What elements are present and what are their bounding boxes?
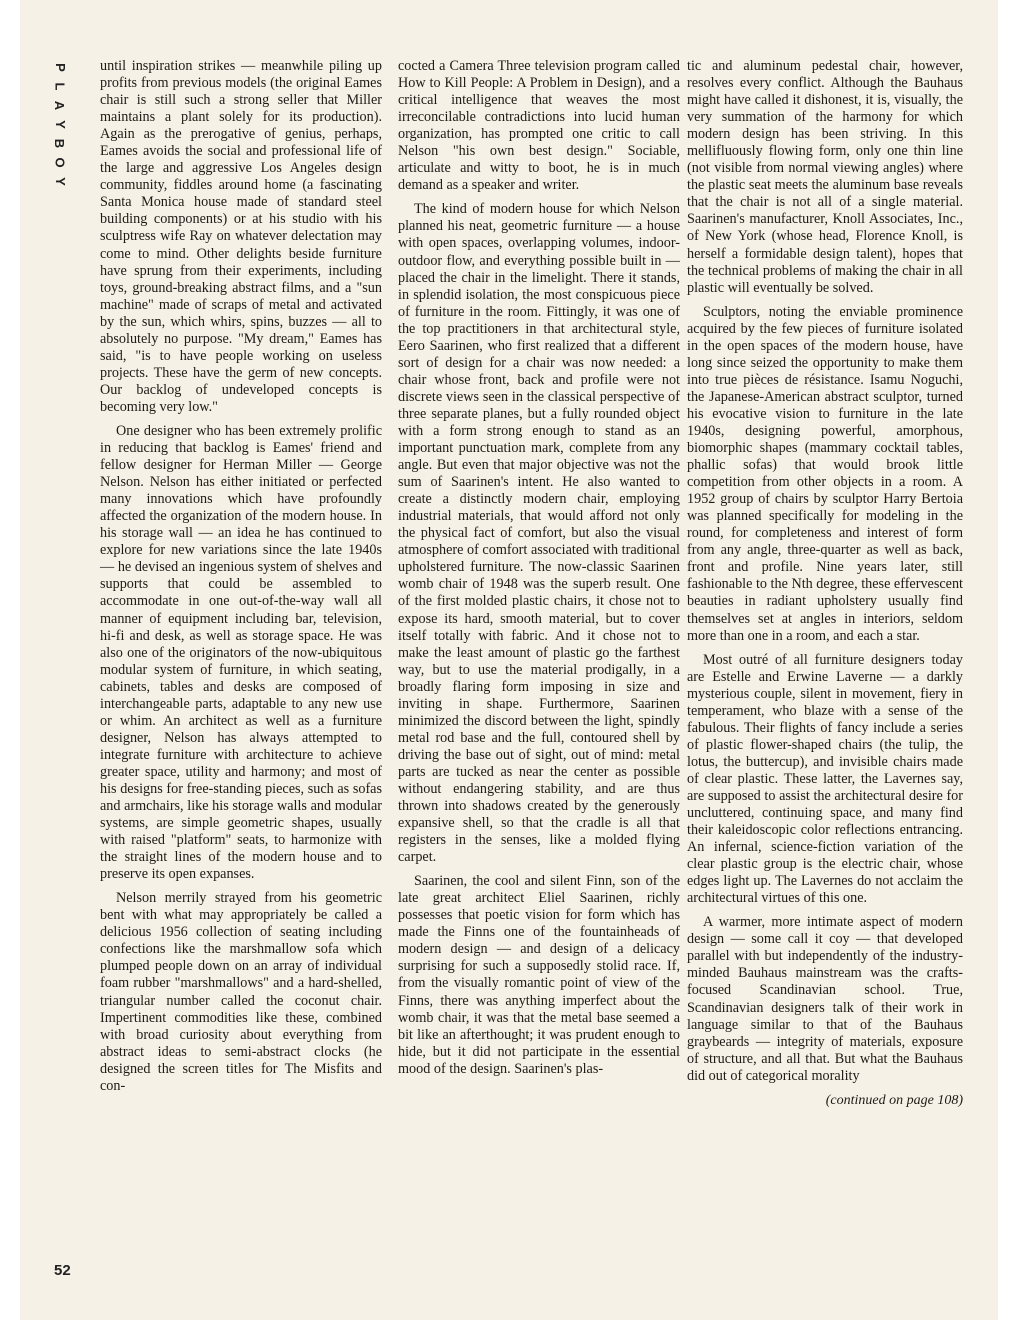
paragraph: cocted a Camera Three television program called How to Kill People: A Problem in Design), and a critical intelligence that weaves the most irreconcilable contradictions into lucid human organization, has prompted one critic to call Nelson "his own best design." Sociable, articulate and witty to boot, he is in much demand as a speaker and writer. <box>398 58 680 194</box>
magazine-page <box>20 0 998 1320</box>
paragraph: until inspiration strikes — meanwhile piling up profits from previous models (the original Eames chair is still such a strong seller that Miller maintains a plant solely for its production). Again as the prerogative of genius, perhaps, Eames avoids the social and professional life of the large and aggressive Los Angeles design community, fiddles around home (a fascinating Santa Monica house made of standard steel building components) or at his studio with his sculptress wife Ray on whatever delectation may come to mind. Other delights beside furniture have sprung from their experiments, including toys, ground-breaking abstract films, and a "sun machine" made of scraps of metal and activated by the sun, which whirs, spins, buzzes — all to absolutely no purpose. "My dream," Eames has said, "is to have people working on useless projects. These have the germ of new concepts. Our backlog of undeveloped concepts is becoming very low." <box>100 58 382 415</box>
masthead-letter: Y <box>52 177 68 186</box>
paragraph: One designer who has been extremely prolific in reducing that backlog is Eames' friend and fellow designer for Herman Miller — George Nelson. Nelson has either initiated or perfected many innovations which have profoundly affected the organization of the modern house. In his storage wall — an idea he has continued to explore for new variations since the late 1940s — he devised an ingenious system of shelves and supports that could be assembled to accommodate in one out-of-the-way wall all manner of equipment including bar, television, hi-fi and desk, as well as storage space. He was also one of the originators of the now-ubiquitous modular system of furniture, in which seating, cabinets, tables and desks are composed of interchangeable parts, adaptable to any new use or whim. An architect as well as a furniture designer, Nelson has always attempted to integrate furniture with architecture to achieve greater space, utility and harmony; and most of his designs for free-standing pieces, such as sofas and armchairs, like his storage walls and modular systems, are simple geometric shapes, usually with raised "platform" seats, to harmonize with the straight lines of the modern house and to preserve its open expanses. <box>100 422 382 883</box>
text-column-1 <box>100 58 382 1102</box>
masthead-letter: P <box>52 63 68 72</box>
paragraph: Nelson merrily strayed from his geometric bent with what may appropriately be called a delicious 1956 collection of seating including confections like the marshmallow sofa which plumped people down on an array of individual foam rubber "marshmallows" and a hard-shelled, triangular number called the coconut chair. Impertinent commodities like these, combined with broad curiosity about everything from abstract ideas to semi-abstract clocks (he designed the screen titles for The Misfits and con- <box>100 890 382 1094</box>
paragraph: Most outré of all furniture designers today are Estelle and Erwine Laverne — a darkly mysterious couple, silent in movement, fiery in temperament, who blaze with a sense of the fabulous. Their flights of fancy include a series of plastic flower-shaped chairs (the tulip, the lotus, the buttercup), and invisible chairs made of clear plastic. These latter, the Lavernes say, are supposed to assist the architectural desire for uncluttered, continuing space, and many find their kaleidoscopic color reflections entrancing. An infernal, science-fiction variation of the clear plastic group is the electric chair, whose edges light up. The Lavernes do not acclaim the architectural virtues of this one. <box>687 651 963 907</box>
masthead-letter: Y <box>52 120 68 129</box>
masthead-letter: A <box>52 100 68 111</box>
paragraph: The kind of modern house for which Nelson planned his neat, geometric furniture — a house with open spaces, overlapping volumes, indoor-outdoor flow, and everything possible built in — placed the chair in the limelight. There it stands, in splendid isolation, the most conspicuous piece of furniture in the room. Fittingly, it was one of the top practitioners in that architectural style, Eero Saarinen, who first realized that a different sort of design for a chair was now needed: a chair whose front, back and profile were not discrete views seen in the classical perspective of three separate planes, but a fully rounded object with a form strong enough to stand as an important punctuation mark, complete from any angle. But even that major objective was not the sum of Saarinen's intent. He also wanted to create a distinctly modern chair, employing industrial materials, that would afford not only the physical fact of comfort, but also the visual atmosphere of comfort associated with traditional upholstered furniture. The now-classic Saarinen womb chair of 1948 was the superb result. One of the first molded plastic chairs, it chose not to expose its hard, smooth material, but to cover itself totally with fabric. And it chose not to make the least amount of plastic go the farthest way, but to use the material prodigally, in a broadly flaring form imposing in size and inviting in shape. Furthermore, Saarinen minimized the discord between the light, spindly metal rod base and the full, contoured shell by driving the base out of sight, out of mind: metal parts are tucked as near the center as possible without endangering stability, and are thus thrown into shadows created by the generously expansive shell, so that the cradle is all that registers in the senses, like a molded flying carpet. <box>398 201 680 866</box>
magazine-masthead <box>50 58 70 238</box>
masthead-letter: B <box>52 138 68 149</box>
masthead-letter: O <box>52 157 68 168</box>
continued-note: (continued on page 108) <box>825 1092 963 1108</box>
paragraph: tic and aluminum pedestal chair, however, resolves every conflict. Although the Bauhaus might have called it dishonest, it is, visually, the very summation of the harmony for which modern design has been striving. In this mellifluously flowing form, only one thin line (not visible from normal viewing angles) where the plastic seat meets the aluminum base reveals that the chair is not all of a single material. Saarinen's manufacturer, Knoll Associates, Inc., of New York (whose head, Florence Knoll, is herself a formidable design talent), hopes that the technical problems of making the chair in all plastic will eventually be solved. <box>687 58 963 296</box>
page-number: 52 <box>54 1262 71 1279</box>
paragraph: Sculptors, noting the enviable prominence acquired by the few pieces of furniture isolated in the open spaces of the modern house, have long since seized the opportunity to make them into true pièces de résistance. Isamu Noguchi, the Japanese-American abstract sculptor, turned his evocative vision to furniture in the late 1940s, designing powerful, amorphous, biomorphic shapes (mammary cocktail tables, phallic sofas) that would brook little competition from other objects in a room. A 1952 group of chairs by sculptor Harry Bertoia was planned specifically for modeling in the round, for completeness and interest of form from any angle, three-quarter as well as back, front and profile. Nine years later, still fashionable to the Nth degree, these effervescent beauties in radiant upholstery usually find themselves set at angles in interiors, seldom more than one in a room, and each a star. <box>687 303 963 644</box>
paragraph: Saarinen, the cool and silent Finn, son of the late great architect Eliel Saarinen, richly possesses that poetic vision for form which has made the Finns one of the fountainheads of modern design — and design of a delicacy surprising for such a supposedly stolid race. If, from the visually romantic point of view of the Finns, there was anything imperfect about the womb chair, it was that the metal base seemed a bit like an afterthought; it was prudent enough to hide, but it did not participate in the essential mood of the design. Saarinen's plas- <box>398 873 680 1077</box>
text-column-2 <box>398 58 680 1085</box>
text-column-3 <box>687 58 963 1109</box>
masthead-letter: L <box>52 82 68 91</box>
paragraph: A warmer, more intimate aspect of modern design — some call it coy — that developed parallel with but independently of the industry-minded Bauhaus mainstream was the crafts-focused Scandinavian school. True, Scandinavian designers talk of their work in language similar to that of the Bauhaus graybeards — integrity of materials, exposure of structure, and all that. But what the Bauhaus did out of categorical morality <box>687 914 963 1084</box>
